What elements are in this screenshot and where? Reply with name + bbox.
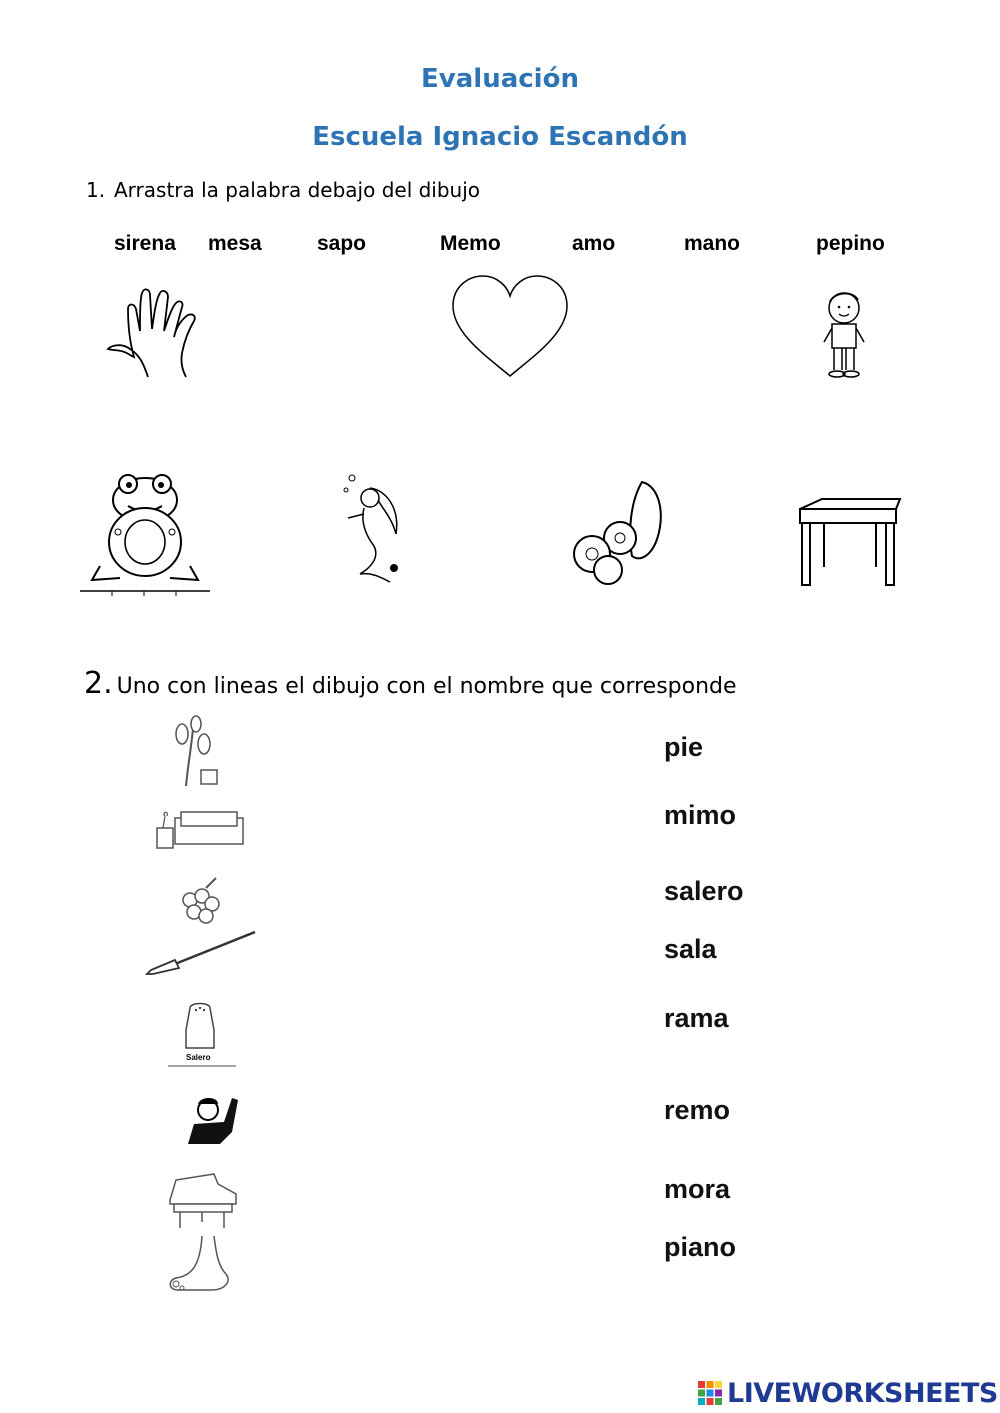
- match-word-remo[interactable]: remo: [664, 1095, 731, 1125]
- question-2: [84, 666, 737, 701]
- paddle-icon[interactable]: [145, 928, 259, 978]
- salt-shaker-label: Salero: [186, 1053, 211, 1062]
- hand-icon: [100, 285, 210, 380]
- page-title: Evaluación: [421, 64, 579, 94]
- match-word-mora[interactable]: mora: [664, 1174, 731, 1204]
- brand-name: LIVEWORKSHEETS: [727, 1377, 998, 1409]
- drag-word-mano[interactable]: mano: [684, 232, 741, 255]
- drag-word-pepino[interactable]: pepino: [816, 232, 885, 255]
- question-1-number: 1.: [86, 178, 106, 202]
- match-word-rama[interactable]: rama: [664, 1003, 729, 1033]
- drag-word-mesa[interactable]: mesa: [208, 232, 262, 255]
- boy-icon: [808, 284, 880, 382]
- living-room-icon[interactable]: [155, 768, 247, 852]
- drag-word-sirena[interactable]: sirena: [114, 232, 176, 255]
- drag-word-amo[interactable]: amo: [572, 232, 616, 255]
- foot-icon[interactable]: [166, 1232, 238, 1298]
- question-2-instruction: Uno con lineas el dibujo con el nombre que corresponde: [116, 674, 737, 699]
- drag-word-sapo[interactable]: sapo: [317, 232, 367, 255]
- piano-icon[interactable]: [166, 1170, 240, 1232]
- match-word-salero[interactable]: salero: [664, 876, 744, 906]
- salt-shaker-icon[interactable]: [166, 1000, 238, 1070]
- berry-icon[interactable]: [176, 876, 224, 926]
- match-word-sala[interactable]: sala: [664, 934, 717, 964]
- mermaid-icon: [330, 468, 412, 588]
- heart-icon: [449, 274, 571, 380]
- mime-icon[interactable]: [184, 1092, 240, 1148]
- drag-word-memo[interactable]: Memo: [440, 232, 501, 255]
- match-word-mimo[interactable]: mimo: [664, 800, 737, 830]
- question-1-instruction: Arrastra la palabra debajo del dibujo: [114, 178, 481, 202]
- table-icon: [796, 497, 904, 591]
- school-name: Escuela Ignacio Escandón: [312, 122, 688, 152]
- match-word-pie[interactable]: pie: [664, 732, 704, 762]
- match-word-piano[interactable]: piano: [664, 1232, 736, 1262]
- question-2-number: 2.: [84, 666, 113, 701]
- frog-icon: [80, 470, 210, 596]
- liveworksheets-logo-icon: [697, 1380, 723, 1406]
- footer-branding: [697, 1376, 998, 1410]
- cucumber-icon: [570, 476, 674, 588]
- question-1: [86, 178, 480, 202]
